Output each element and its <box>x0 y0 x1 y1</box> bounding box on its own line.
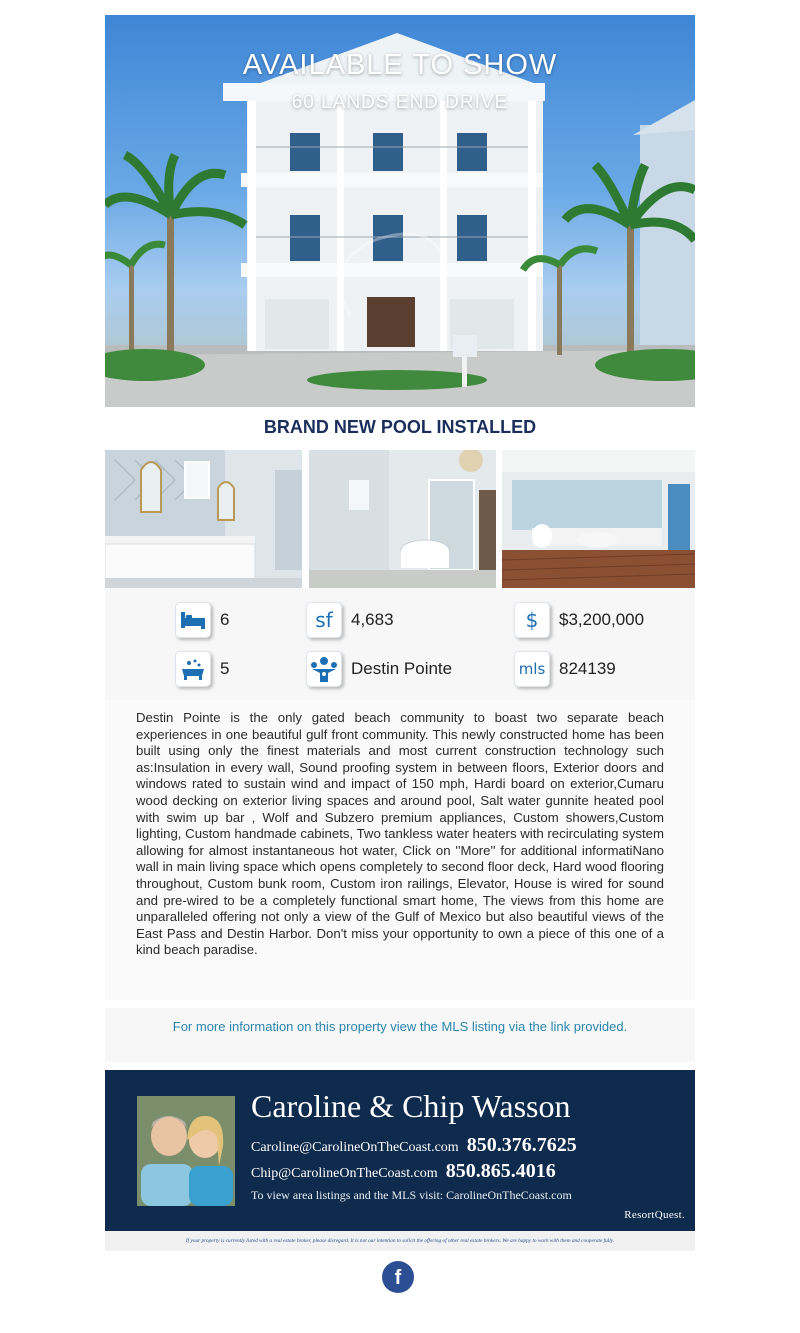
bathtub-icon <box>175 651 211 687</box>
mls-stat <box>514 651 616 687</box>
listings-visit-text[interactable]: To view area listings and the MLS visit: CarolineOnTheCoast.com <box>251 1188 572 1202</box>
living-room-photo[interactable] <box>502 450 695 588</box>
email-caroline[interactable]: Caroline@CarolineOnTheCoast.com <box>251 1140 459 1155</box>
hero-image[interactable] <box>105 15 695 407</box>
agent-card <box>105 1070 695 1231</box>
sqft-value: 4,683 <box>351 610 394 629</box>
property-description <box>105 700 695 1000</box>
bathrooms-stat <box>175 651 229 687</box>
agent-name: Caroline & Chip Wasson <box>251 1088 571 1124</box>
bathroom-vanity-photo[interactable] <box>105 450 302 588</box>
more-info-link[interactable]: For more information on this property view the MLS listing via the link provided. <box>105 1008 695 1062</box>
bed-icon <box>175 602 211 638</box>
description-text: Destin Pointe is the only gated beach community to boast two separate beach experiences in one beautiful gulf front community. This newly constructed home has been built using only the finest materials and most current construction technology such as:Insulation in every wall, Sound proofing system in between floors, Exterior doors and windows rated to sustain wind and impact of 150 mph, Hardi board on exterior,Cumaru wood decking on exterior living spaces and around pool, Salt water gunnite heated pool with swim up bar , Wolf and Subzero premium appliances, Custom showers,Custom lighting, Custom handmade cabinets, Two tankless water heaters with recirculating system allowing for almost instantaneous hot water, Click on ''More'' for additional informatiNano wall in main living space which opens completely to second floor deck, Hard wood flooring throughout, Custom bunk room, Custom iron railings, Elevator, House is wired for sound and pre-wired to be a completely functional smart home, The views from this home are unparalleled offering not only a view of the Gulf of Mexico but also beautiful views of the East Pass and Destin Harbor. Don't miss your opportunity to own a piece of this one of a kind beach paradise. <box>136 710 664 958</box>
bathroom-tub-photo[interactable] <box>309 450 496 588</box>
property-stats <box>105 588 695 700</box>
sqft-stat <box>306 602 394 638</box>
community-stat <box>306 651 452 687</box>
hero-address: 60 LANDS END DRIVE <box>291 92 509 113</box>
square-feet-icon: sf <box>306 602 342 638</box>
pool-banner: BRAND NEW POOL INSTALLED <box>263 417 537 437</box>
mls-icon: mls <box>514 651 550 687</box>
contact-line-chip <box>251 1160 556 1183</box>
disclaimer: If your property is currently listed with a real estate broker, please disregard. It is not our intention to solicit the offering of other real estate brokers. We are happy to work with them and cooperate fully. <box>105 1231 695 1251</box>
mls-value: 824139 <box>559 659 616 678</box>
bedrooms-stat <box>175 602 229 638</box>
bedrooms-value: 6 <box>220 610 230 629</box>
facebook-icon[interactable]: f <box>382 1261 414 1293</box>
resortquest-logo: ResortQuest. <box>624 1209 685 1221</box>
email-body <box>105 15 695 1251</box>
community-value: Destin Pointe <box>351 659 453 678</box>
bathrooms-value: 5 <box>220 659 230 678</box>
email-chip[interactable]: Chip@CarolineOnTheCoast.com <box>251 1166 438 1181</box>
agent-photo <box>137 1096 235 1206</box>
price-icon: $ <box>514 602 550 638</box>
price-stat <box>514 602 644 638</box>
phone-caroline[interactable]: 850.376.7625 <box>466 1134 577 1156</box>
phone-chip[interactable]: 850.865.4016 <box>445 1160 556 1182</box>
price-value: $3,200,000 <box>559 610 645 629</box>
contact-line-caroline <box>251 1134 577 1157</box>
hero-title: AVAILABLE TO SHOW <box>242 49 558 81</box>
photo-gallery <box>105 450 695 588</box>
community-icon <box>306 651 342 687</box>
